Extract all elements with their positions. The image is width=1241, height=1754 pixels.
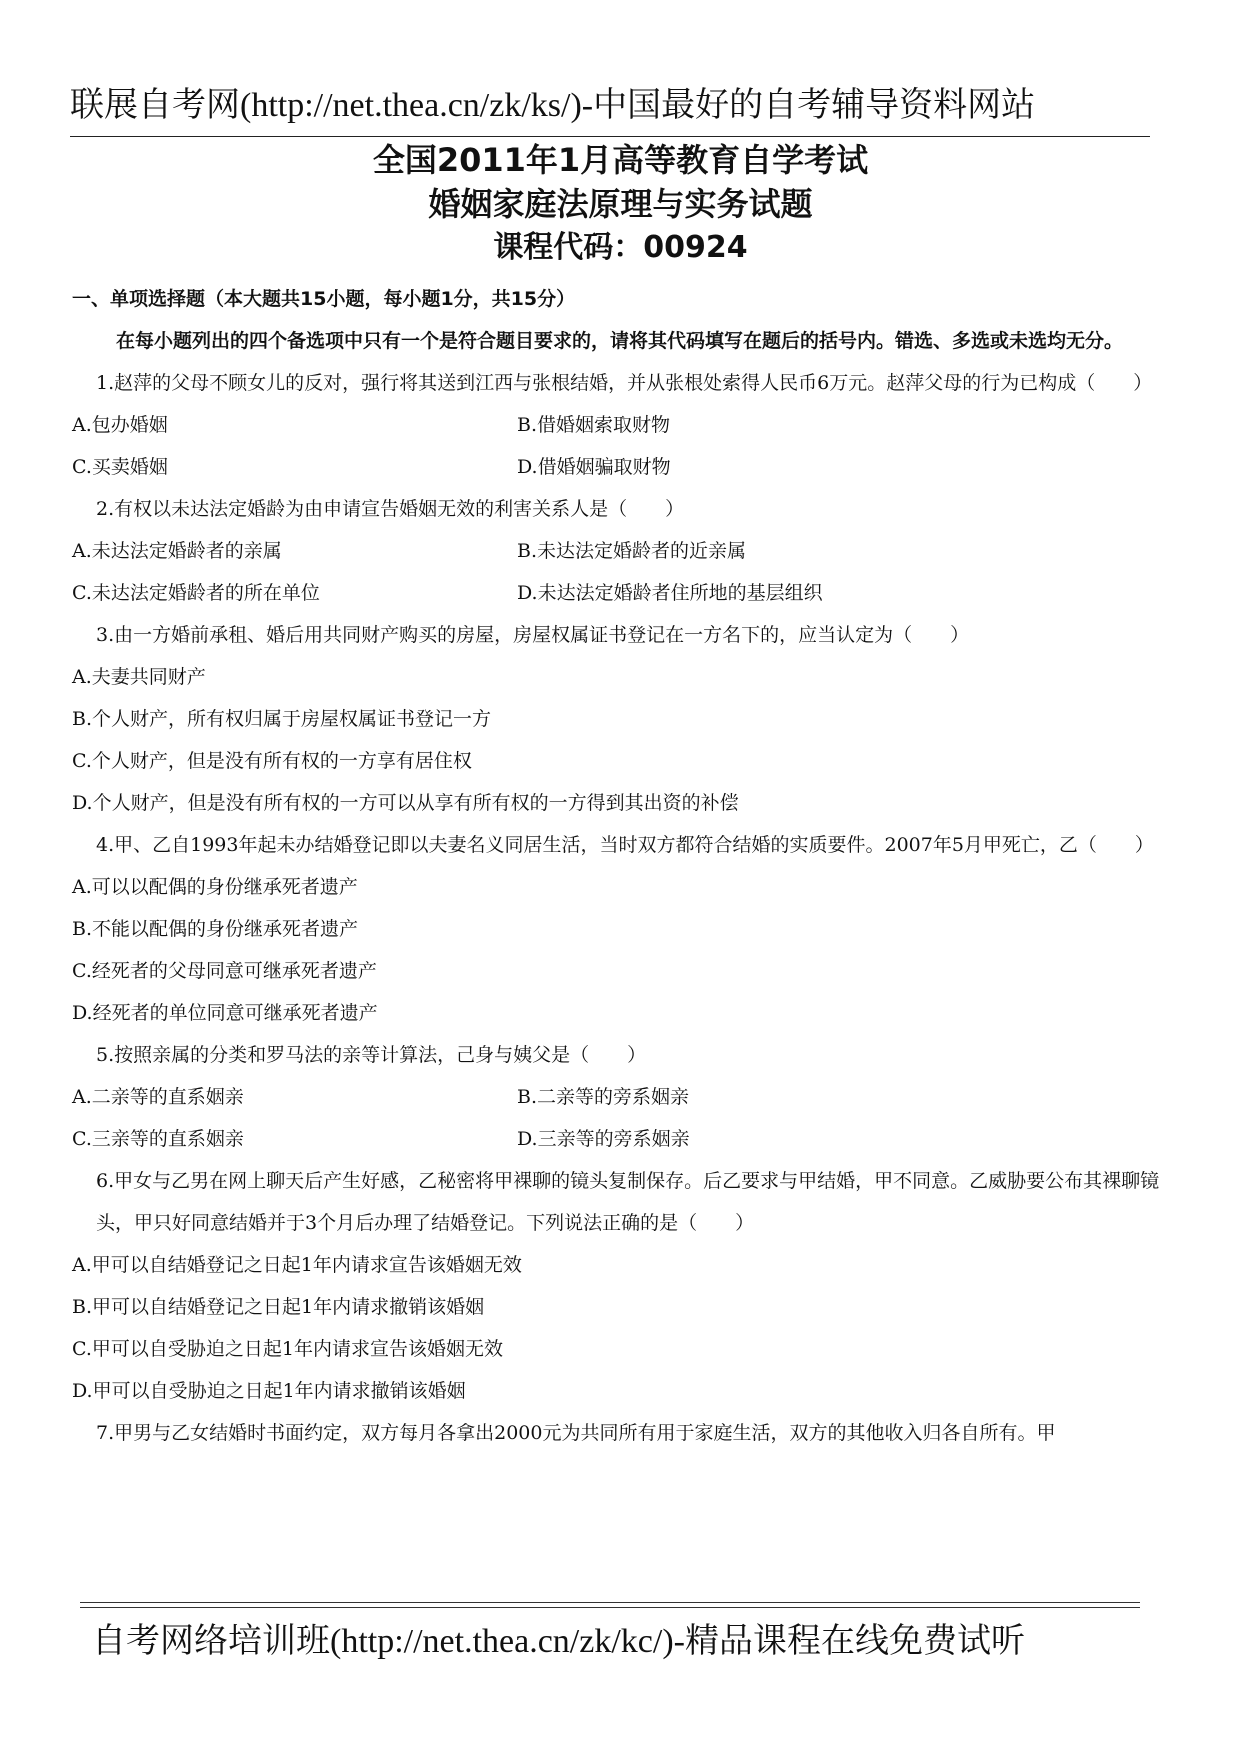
option-a: A.未达法定婚龄者的亲属 — [72, 540, 282, 562]
question-2 — [72, 488, 1182, 614]
option-c: C.买卖婚姻 — [72, 456, 168, 478]
option-a: A.甲可以自结婚登记之日起1年内请求宣告该婚姻无效 — [72, 1254, 522, 1276]
options — [72, 530, 1182, 614]
section-title: 一、单项选择题（本大题共15小题，每小题1分，共15分） — [72, 288, 576, 310]
question-stem: 3.由一方婚前承租、婚后用共同财产购买的房屋，房屋权属证书登记在一方名下的，应当认定为（ ） — [96, 624, 970, 646]
option-b: B.个人财产，所有权归属于房屋权属证书登记一方 — [72, 708, 492, 730]
question-stem: 7.甲男与乙女结婚时书面约定，双方每月各拿出2000元为共同所有用于家庭生活，双方的其他收入归各自所有。甲 — [96, 1422, 1056, 1444]
option-a: A.包办婚姻 — [72, 414, 168, 436]
question-stem: 2.有权以未达法定婚龄为由申请宣告婚姻无效的利害关系人是（ ） — [96, 498, 685, 520]
option-a: A.可以以配偶的身份继承死者遗产 — [72, 876, 358, 898]
option-b: B.甲可以自结婚登记之日起1年内请求撤销该婚姻 — [72, 1296, 485, 1318]
exam-title: 全国2011年1月高等教育自学考试 — [372, 141, 869, 179]
question-stem: 4.甲、乙自1993年起未办结婚登记即以夫妻名义同居生活，当时双方都符合结婚的实质要件。2007年5月甲死亡，乙（ ） — [96, 834, 1154, 856]
header-text: 联展自考网(http://net.thea.cn/zk/ks/)-中国最好的自考辅导资料网站 — [70, 87, 1036, 124]
option-c: C.经死者的父母同意可继承死者遗产 — [72, 960, 377, 982]
question-5 — [72, 1034, 1182, 1160]
option-d: D.甲可以自受胁迫之日起1年内请求撤销该婚姻 — [72, 1380, 466, 1402]
page-header — [70, 84, 1150, 128]
question-stem: 5.按照亲属的分类和罗马法的亲等计算法，己身与姨父是（ ） — [96, 1044, 647, 1066]
question-7 — [72, 1412, 1182, 1454]
exam-content — [72, 278, 1182, 1454]
footer-divider — [80, 1602, 1140, 1608]
options — [72, 866, 1182, 1034]
question-6 — [72, 1160, 1182, 1412]
option-d: D.个人财产，但是没有所有权的一方可以从享有所有权的一方得到其出资的补偿 — [72, 792, 739, 814]
course-code: 课程代码：00924 — [493, 230, 748, 265]
option-b: B.未达法定婚龄者的近亲属 — [517, 540, 747, 562]
option-b: B.二亲等的旁系姻亲 — [517, 1086, 690, 1108]
option-c: C.三亲等的直系姻亲 — [72, 1128, 244, 1150]
question-1 — [72, 362, 1182, 488]
question-stem: 6.甲女与乙男在网上聊天后产生好感，乙秘密将甲裸聊的镜头复制保存。后乙要求与甲结婚，甲不同意。乙威胁要公布其裸聊镜头，甲只好同意结婚并于3个月后办理了结婚登记。下列说法正确的是（ ） — [96, 1170, 1160, 1234]
option-d: D.经死者的单位同意可继承死者遗产 — [72, 1002, 378, 1024]
options — [72, 1076, 1182, 1160]
question-3 — [72, 614, 1182, 824]
option-d: D.借婚姻骗取财物 — [517, 456, 671, 478]
question-stem: 1.赵萍的父母不顾女儿的反对，强行将其送到江西与张根结婚，并从张根处索得人民币6万元。赵萍父母的行为已构成（ ） — [96, 372, 1153, 394]
subject-title: 婚姻家庭法原理与实务试题 — [428, 185, 813, 223]
options — [72, 656, 1182, 824]
option-c: C.未达法定婚龄者的所在单位 — [72, 582, 320, 604]
option-d: D.未达法定婚龄者住所地的基层组织 — [517, 582, 823, 604]
section-instruction: 在每小题列出的四个备选项中只有一个是符合题目要求的，请将其代码填写在题后的括号内。错选、多选或未选均无分。 — [116, 330, 1124, 352]
option-c: C.个人财产，但是没有所有权的一方享有居住权 — [72, 750, 472, 772]
option-b: B.借婚姻索取财物 — [517, 414, 671, 436]
option-a: A.夫妻共同财产 — [72, 666, 206, 688]
option-d: D.三亲等的旁系姻亲 — [517, 1128, 690, 1150]
option-c: C.甲可以自受胁迫之日起1年内请求宣告该婚姻无效 — [72, 1338, 503, 1360]
question-4 — [72, 824, 1182, 1034]
option-b: B.不能以配偶的身份继承死者遗产 — [72, 918, 359, 940]
options — [72, 1244, 1182, 1412]
option-a: A.二亲等的直系姻亲 — [72, 1086, 244, 1108]
header-divider — [70, 136, 1150, 137]
options — [72, 404, 1182, 488]
page-footer: 自考网络培训班(http://net.thea.cn/zk/kc/)-精品课程在线免费试听 — [92, 1623, 1025, 1660]
